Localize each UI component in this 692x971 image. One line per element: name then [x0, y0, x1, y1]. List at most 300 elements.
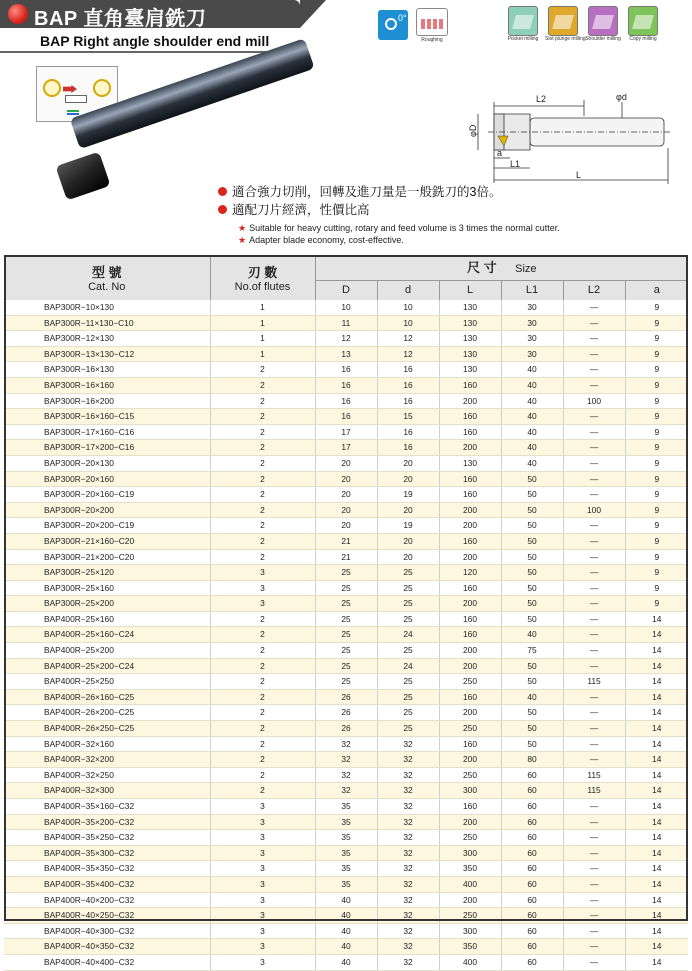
spec-cell: 60: [501, 799, 563, 815]
spec-cell: —: [563, 752, 625, 768]
spec-cell: 14: [625, 627, 688, 643]
spec-cell: 16: [377, 377, 439, 393]
table-row: [4, 487, 688, 503]
spec-cell: 130: [439, 362, 501, 378]
table-row: [4, 689, 688, 705]
table-row: [4, 565, 688, 581]
spec-cell: 50: [501, 596, 563, 612]
label-L1: L1: [510, 159, 521, 169]
spec-cell: —: [563, 424, 625, 440]
spec-cell: 40: [501, 440, 563, 456]
spec-cell: 350: [439, 939, 501, 955]
spec-cell: 3: [210, 861, 315, 877]
spec-cell: 32: [315, 767, 377, 783]
cat-no-cell: BAP400R−40×300−C32: [4, 923, 210, 939]
spec-cell: 9: [625, 565, 688, 581]
spec-cell: 14: [625, 830, 688, 846]
shoulder-milling-label: Shoulder milling: [585, 36, 621, 42]
table-row: [4, 845, 688, 861]
spec-cell: 1: [210, 300, 315, 315]
spec-cell: 130: [439, 455, 501, 471]
spec-cell: 20: [315, 487, 377, 503]
table-row: [4, 705, 688, 721]
spec-cell: 32: [377, 814, 439, 830]
spec-cell: 160: [439, 580, 501, 596]
spec-cell: 2: [210, 409, 315, 425]
spec-cell: 24: [377, 627, 439, 643]
spec-cell: 12: [377, 346, 439, 362]
spec-cell: 25: [315, 674, 377, 690]
spec-cell: 160: [439, 611, 501, 627]
spec-cell: 250: [439, 908, 501, 924]
spec-cell: —: [563, 346, 625, 362]
spec-cell: —: [563, 565, 625, 581]
spec-cell: 2: [210, 643, 315, 659]
spec-cell: 2: [210, 518, 315, 534]
spec-cell: —: [563, 455, 625, 471]
spec-cell: 400: [439, 876, 501, 892]
copy-milling-label: Copy milling: [629, 36, 657, 42]
spec-cell: 50: [501, 705, 563, 721]
table-row: [4, 861, 688, 877]
table-row: [4, 580, 688, 596]
cat-no-cell: BAP400R−26×200−C25: [4, 705, 210, 721]
cat-no-cell: BAP300R−10×130: [4, 300, 210, 315]
spec-cell: 9: [625, 377, 688, 393]
spec-cell: —: [563, 596, 625, 612]
spec-cell: 2: [210, 393, 315, 409]
table-row: [4, 923, 688, 939]
star-icon: ★: [238, 223, 247, 233]
spec-cell: —: [563, 799, 625, 815]
spec-cell: 30: [501, 300, 563, 315]
spec-cell: 40: [501, 424, 563, 440]
table-row: [4, 892, 688, 908]
table-row: [4, 814, 688, 830]
col-d-header: d: [377, 280, 439, 300]
spec-cell: 40: [501, 689, 563, 705]
star-icon: ★: [238, 235, 247, 245]
spec-cell: 50: [501, 549, 563, 565]
feature-en-1: ★ Suitable for heavy cutting, rotary and feed volume is 3 times the normal cutter.: [238, 223, 560, 233]
spec-cell: 2: [210, 362, 315, 378]
spec-cell: 20: [377, 455, 439, 471]
spec-cell: 32: [377, 923, 439, 939]
spec-cell: —: [563, 736, 625, 752]
spec-cell: 32: [377, 876, 439, 892]
spec-cell: 14: [625, 876, 688, 892]
cat-no-cell: BAP400R−32×300: [4, 783, 210, 799]
label-L2: L2: [536, 94, 547, 104]
table-row: [4, 424, 688, 440]
cat-no-cell: BAP300R−25×200: [4, 596, 210, 612]
spec-cell: 9: [625, 518, 688, 534]
spec-cell: 60: [501, 814, 563, 830]
table-row: [4, 393, 688, 409]
spec-cell: 2: [210, 502, 315, 518]
spec-cell: 2: [210, 674, 315, 690]
spec-cell: 75: [501, 643, 563, 659]
label-a: a: [497, 148, 503, 158]
spec-cell: 60: [501, 767, 563, 783]
spec-cell: 115: [563, 783, 625, 799]
spec-cell: 32: [377, 830, 439, 846]
spec-cell: 2: [210, 549, 315, 565]
spec-cell: 40: [501, 455, 563, 471]
spec-cell: 60: [501, 892, 563, 908]
spec-table: [4, 255, 688, 971]
table-row: [4, 331, 688, 347]
spec-cell: 3: [210, 596, 315, 612]
spec-cell: —: [563, 705, 625, 721]
spec-cell: 35: [315, 845, 377, 861]
spec-cell: 160: [439, 799, 501, 815]
spec-cell: 14: [625, 939, 688, 955]
spec-cell: 20: [377, 533, 439, 549]
spec-cell: 50: [501, 674, 563, 690]
roughing-icon: [416, 8, 448, 36]
spec-cell: 50: [501, 611, 563, 627]
spec-cell: 25: [377, 580, 439, 596]
spec-cell: 14: [625, 908, 688, 924]
spec-cell: 1: [210, 331, 315, 347]
dial-gauge-left-icon: [43, 79, 61, 97]
spec-cell: 115: [563, 674, 625, 690]
table-row: [4, 533, 688, 549]
spec-cell: 9: [625, 409, 688, 425]
cat-no-cell: BAP400R−25×200−C24: [4, 658, 210, 674]
cat-no-cell: BAP400R−35×400−C32: [4, 876, 210, 892]
spec-cell: 300: [439, 923, 501, 939]
spec-cell: 50: [501, 721, 563, 737]
spec-cell: 60: [501, 861, 563, 877]
spec-cell: 25: [377, 674, 439, 690]
spec-cell: 60: [501, 783, 563, 799]
table-row: [4, 315, 688, 331]
spec-cell: 3: [210, 830, 315, 846]
spec-cell: 3: [210, 580, 315, 596]
red-dot-icon: [218, 187, 227, 196]
spec-cell: 200: [439, 440, 501, 456]
cat-no-cell: BAP300R−16×200: [4, 393, 210, 409]
cat-no-cell: BAP300R−21×160−C20: [4, 533, 210, 549]
col-D-header: D: [315, 280, 377, 300]
spec-cell: 25: [377, 611, 439, 627]
table-row: [4, 876, 688, 892]
spec-cell: 60: [501, 923, 563, 939]
spec-cell: 9: [625, 346, 688, 362]
spec-cell: 14: [625, 954, 688, 970]
spec-cell: 25: [315, 596, 377, 612]
spec-cell: —: [563, 830, 625, 846]
spec-cell: 32: [377, 799, 439, 815]
dial-caption-box: [65, 95, 87, 103]
spec-cell: 50: [501, 471, 563, 487]
spec-cell: 2: [210, 627, 315, 643]
shoulder-milling-icon: [588, 6, 618, 36]
cat-no-cell: BAP400R−40×200−C32: [4, 892, 210, 908]
spec-cell: 160: [439, 533, 501, 549]
spec-cell: 25: [377, 596, 439, 612]
spec-cell: 10: [315, 300, 377, 315]
table-row: [4, 752, 688, 768]
spec-cell: 9: [625, 331, 688, 347]
spec-cell: —: [563, 939, 625, 955]
roughing-label: Roughing: [421, 37, 443, 43]
spec-cell: 350: [439, 861, 501, 877]
spec-cell: —: [563, 377, 625, 393]
spec-cell: 2: [210, 721, 315, 737]
spec-cell: 30: [501, 331, 563, 347]
cat-no-cell: BAP300R−20×200−C19: [4, 518, 210, 534]
spec-cell: 200: [439, 658, 501, 674]
spec-cell: 160: [439, 736, 501, 752]
spec-cell: 16: [315, 362, 377, 378]
cat-no-cell: BAP400R−35×350−C32: [4, 861, 210, 877]
col-L2-header: L2: [563, 280, 625, 300]
cat-no-cell: BAP300R−17×200−C16: [4, 440, 210, 456]
spec-cell: 200: [439, 393, 501, 409]
spec-cell: 32: [377, 939, 439, 955]
table-row: [4, 830, 688, 846]
spec-cell: 20: [377, 549, 439, 565]
spec-cell: 32: [315, 783, 377, 799]
cat-no-cell: BAP400R−40×400−C32: [4, 954, 210, 970]
spec-cell: 50: [501, 533, 563, 549]
spec-cell: 40: [315, 908, 377, 924]
slot-plunge-milling-label: Slot plunge milling: [545, 36, 586, 42]
cat-no-cell: BAP400R−35×200−C32: [4, 814, 210, 830]
cat-no-cell: BAP300R−17×160−C16: [4, 424, 210, 440]
spec-cell: —: [563, 471, 625, 487]
spec-cell: —: [563, 300, 625, 315]
spec-cell: 16: [315, 377, 377, 393]
label-phid: φd: [616, 92, 627, 102]
spec-cell: 35: [315, 861, 377, 877]
table-row: [4, 596, 688, 612]
spec-cell: 250: [439, 674, 501, 690]
spec-cell: 35: [315, 814, 377, 830]
table-row: [4, 736, 688, 752]
spec-cell: 40: [501, 362, 563, 378]
spec-cell: —: [563, 908, 625, 924]
spec-cell: 200: [439, 518, 501, 534]
spec-cell: 50: [501, 502, 563, 518]
spec-cell: 14: [625, 892, 688, 908]
arrow-right-icon: [63, 85, 77, 93]
spec-cell: 14: [625, 736, 688, 752]
spec-cell: 14: [625, 721, 688, 737]
spec-cell: 3: [210, 845, 315, 861]
spec-cell: 32: [377, 892, 439, 908]
cat-no-cell: BAP300R−12×130: [4, 331, 210, 347]
spec-cell: 2: [210, 440, 315, 456]
spec-cell: 160: [439, 627, 501, 643]
spec-cell: 160: [439, 424, 501, 440]
spec-cell: 200: [439, 502, 501, 518]
spec-cell: 9: [625, 533, 688, 549]
cat-no-cell: BAP300R−25×120: [4, 565, 210, 581]
cat-no-cell: BAP300R−20×160: [4, 471, 210, 487]
spec-cell: 20: [315, 518, 377, 534]
spec-cell: —: [563, 331, 625, 347]
spec-cell: 14: [625, 643, 688, 659]
spec-cell: —: [563, 627, 625, 643]
spec-cell: 14: [625, 705, 688, 721]
spec-cell: 9: [625, 471, 688, 487]
spec-cell: 32: [377, 861, 439, 877]
pocket-milling-label: Pocket milling: [507, 36, 539, 42]
spec-cell: 9: [625, 596, 688, 612]
spec-cell: 100: [563, 393, 625, 409]
spec-cell: 120: [439, 565, 501, 581]
spec-cell: 16: [315, 409, 377, 425]
spec-cell: 25: [377, 689, 439, 705]
spec-cell: 9: [625, 455, 688, 471]
spec-cell: —: [563, 487, 625, 503]
spec-cell: 25: [315, 611, 377, 627]
table-row: [4, 455, 688, 471]
table-row: [4, 362, 688, 378]
spec-cell: —: [563, 549, 625, 565]
spec-cell: —: [563, 409, 625, 425]
table-row: [4, 674, 688, 690]
spec-cell: 14: [625, 845, 688, 861]
spec-cell: 200: [439, 814, 501, 830]
cat-no-cell: BAP300R−16×160−C15: [4, 409, 210, 425]
spec-cell: —: [563, 611, 625, 627]
cat-no-cell: BAP400R−32×200: [4, 752, 210, 768]
spec-cell: 26: [315, 721, 377, 737]
spec-cell: 13: [315, 346, 377, 362]
spec-cell: 160: [439, 377, 501, 393]
table-row: [4, 346, 688, 362]
spec-cell: 32: [377, 954, 439, 970]
spec-cell: 1: [210, 315, 315, 331]
spec-cell: 300: [439, 845, 501, 861]
spec-cell: 100: [563, 502, 625, 518]
spec-cell: 32: [377, 767, 439, 783]
spec-cell: 32: [315, 752, 377, 768]
spec-cell: 2: [210, 487, 315, 503]
spec-cell: 35: [315, 876, 377, 892]
spec-cell: 16: [377, 440, 439, 456]
spec-cell: 14: [625, 689, 688, 705]
spec-cell: 40: [501, 377, 563, 393]
spec-cell: 2: [210, 736, 315, 752]
page-title: BAP 直角臺肩銑刀: [34, 8, 207, 30]
spec-cell: 3: [210, 814, 315, 830]
spec-cell: 26: [315, 705, 377, 721]
spec-cell: 3: [210, 565, 315, 581]
spec-cell: —: [563, 876, 625, 892]
spec-cell: 2: [210, 471, 315, 487]
spec-cell: 32: [377, 736, 439, 752]
spec-cell: 30: [501, 346, 563, 362]
spec-cell: 20: [315, 471, 377, 487]
spec-cell: 60: [501, 908, 563, 924]
cat-no-cell: BAP400R−40×350−C32: [4, 939, 210, 955]
table-row: [4, 767, 688, 783]
table-row: [4, 627, 688, 643]
spec-cell: 3: [210, 876, 315, 892]
table-row: [4, 300, 688, 315]
subtitle-underline: [0, 51, 287, 53]
spec-cell: 21: [315, 549, 377, 565]
spec-cell: 25: [315, 627, 377, 643]
spec-cell: 19: [377, 518, 439, 534]
spec-cell: 3: [210, 799, 315, 815]
spec-cell: —: [563, 643, 625, 659]
spec-cell: 25: [315, 658, 377, 674]
spec-cell: 25: [377, 721, 439, 737]
spec-cell: 2: [210, 658, 315, 674]
spec-cell: 14: [625, 767, 688, 783]
spec-cell: 160: [439, 409, 501, 425]
spec-cell: 25: [377, 643, 439, 659]
spec-cell: 20: [315, 455, 377, 471]
spec-cell: 40: [501, 627, 563, 643]
spec-cell: 80: [501, 752, 563, 768]
feature-en-2: ★ Adapter blade economy, cost-effective.: [238, 235, 404, 245]
spec-cell: 15: [377, 409, 439, 425]
spec-cell: 20: [377, 471, 439, 487]
cat-no-cell: BAP300R−13×130−C12: [4, 346, 210, 362]
cat-no-cell: BAP400R−32×250: [4, 767, 210, 783]
spec-cell: 25: [315, 580, 377, 596]
cat-no-cell: BAP300R−20×160−C19: [4, 487, 210, 503]
spec-cell: 24: [377, 658, 439, 674]
spec-cell: 40: [315, 892, 377, 908]
cat-no-cell: BAP300R−11×130−C10: [4, 315, 210, 331]
spec-cell: 32: [377, 908, 439, 924]
spec-cell: 50: [501, 565, 563, 581]
spec-cell: 2: [210, 689, 315, 705]
spec-cell: 130: [439, 346, 501, 362]
spec-cell: —: [563, 580, 625, 596]
cat-no-cell: BAP400R−35×160−C32: [4, 799, 210, 815]
spec-cell: 14: [625, 752, 688, 768]
spec-cell: 250: [439, 830, 501, 846]
cat-no-cell: BAP300R−16×160: [4, 377, 210, 393]
spec-cell: 2: [210, 783, 315, 799]
cat-no-cell: BAP400R−25×160: [4, 611, 210, 627]
spec-cell: 9: [625, 393, 688, 409]
spec-cell: 200: [439, 705, 501, 721]
spec-cell: 60: [501, 876, 563, 892]
table-row: [4, 518, 688, 534]
spec-cell: 300: [439, 783, 501, 799]
table-row: [4, 799, 688, 815]
spec-cell: 9: [625, 440, 688, 456]
size-header: 尺 寸 Size: [315, 255, 688, 280]
spec-cell: 60: [501, 845, 563, 861]
spec-cell: 17: [315, 440, 377, 456]
spec-cell: 200: [439, 752, 501, 768]
spec-cell: 160: [439, 689, 501, 705]
spec-cell: —: [563, 518, 625, 534]
spec-cell: 60: [501, 954, 563, 970]
red-bullet-icon: [8, 4, 28, 24]
table-row: [4, 471, 688, 487]
table-row: [4, 549, 688, 565]
spec-cell: 10: [377, 300, 439, 315]
spec-cell: 60: [501, 830, 563, 846]
spec-cell: 250: [439, 767, 501, 783]
spec-cell: 50: [501, 658, 563, 674]
spec-cell: 3: [210, 892, 315, 908]
spec-cell: 32: [377, 783, 439, 799]
